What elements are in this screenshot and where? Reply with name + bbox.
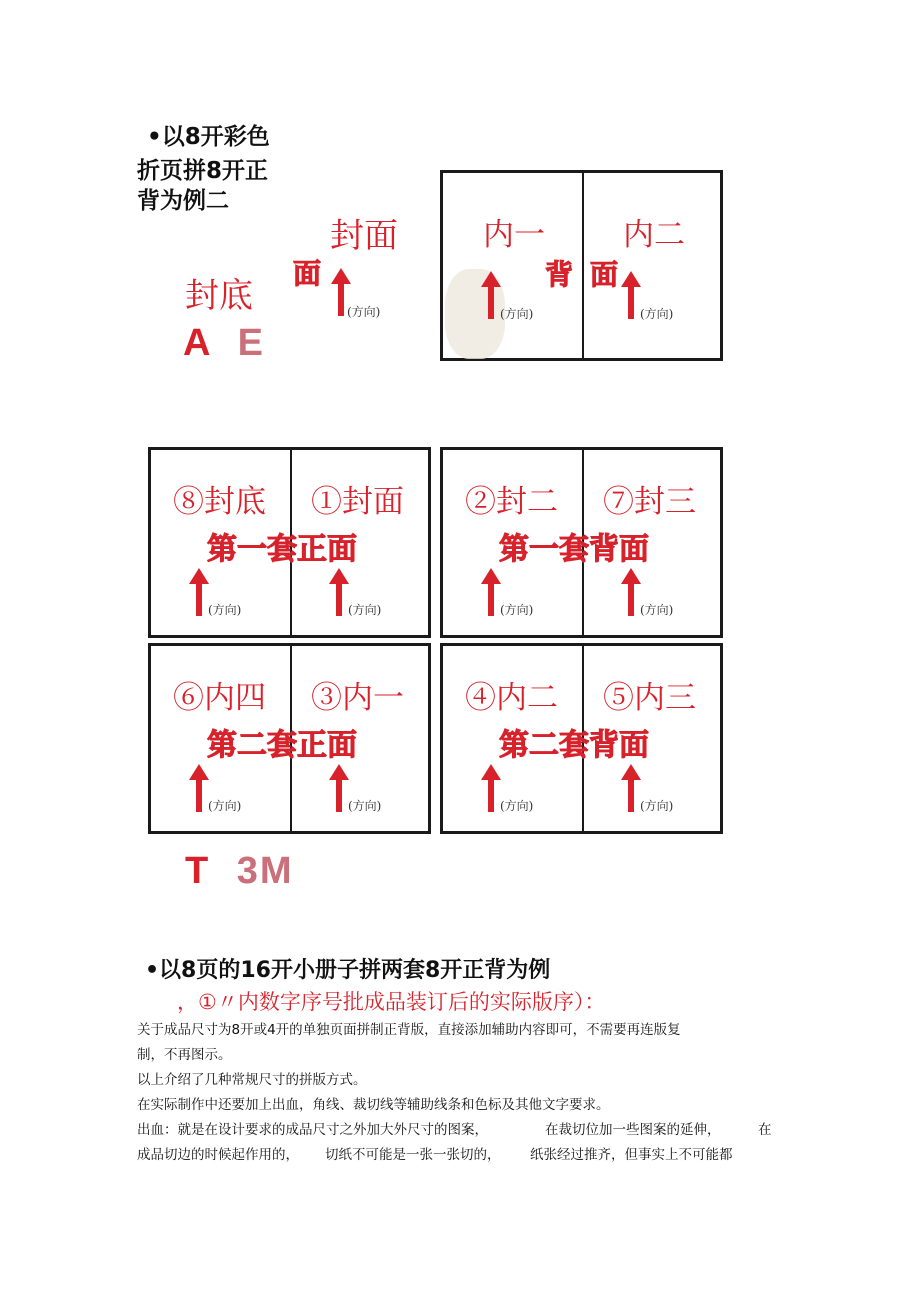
- imposition-sheet: [148, 447, 431, 638]
- section2-heading: •以8页的16开小册子拼两套8开正背为例: [145, 958, 551, 983]
- caption-pink-part: E: [237, 322, 265, 364]
- direction-label: (方向): [500, 307, 534, 321]
- page-label-left: ②封二: [465, 484, 558, 520]
- back-fragment: 背: [545, 258, 574, 291]
- page-label-left: ⑧封底: [173, 484, 266, 520]
- imposition-sheet: [148, 643, 431, 834]
- up-arrow-icon: [481, 271, 501, 319]
- page-label-right: ③内一: [311, 680, 404, 716]
- up-arrow-icon: [481, 764, 501, 812]
- section2-subnote: ，①〃内数字序号批成品装订后的实际版序）：: [177, 990, 606, 1014]
- para5-part2: 切纸不可能是一张一张切的，: [325, 1147, 501, 1163]
- inner2-label: 内二: [623, 217, 685, 253]
- caption-letter-a: [183, 322, 265, 365]
- page-label-left: ④内二: [465, 680, 558, 716]
- up-arrow-icon: [189, 764, 209, 812]
- direction-label: (方向): [640, 799, 674, 813]
- up-arrow-icon: [189, 568, 209, 616]
- direction-label: (方向): [500, 799, 534, 813]
- direction-label: (方向): [348, 799, 382, 813]
- sheet-side-overlay: 第一套背面: [499, 532, 649, 567]
- up-arrow-icon: [621, 764, 641, 812]
- direction-label: (方向): [208, 603, 242, 617]
- imposition-sheet: [440, 447, 723, 638]
- section1-heading-line2: 折页拼8开正: [137, 158, 269, 184]
- section1-heading-line3: 背为例二: [137, 188, 229, 214]
- section1-heading-line1: •以8开彩色: [147, 124, 270, 150]
- caption-letter-t: [185, 850, 294, 893]
- para4-part2: 在裁切位加一些图案的延伸，: [545, 1122, 721, 1138]
- face-fragment-2: 面: [590, 258, 619, 291]
- face-fragment: 面: [293, 257, 322, 290]
- fold-sheet: [440, 170, 723, 361]
- imposition-sheet: [440, 643, 723, 834]
- para5-part1: 成品切边的时候起作用的，: [137, 1147, 299, 1163]
- direction-label: (方向): [208, 799, 242, 813]
- sheet-side-overlay: 第二套背面: [499, 728, 649, 763]
- direction-label: (方向): [640, 603, 674, 617]
- direction-label: (方向): [348, 603, 382, 617]
- direction-label: (方向): [347, 305, 381, 319]
- page-label-right: ⑦封三: [603, 484, 696, 520]
- sheet-side-overlay: 第一套正面: [207, 532, 357, 567]
- sheet-side-overlay: 第二套正面: [207, 728, 357, 763]
- up-arrow-icon: [329, 764, 349, 812]
- up-arrow-icon: [621, 271, 641, 319]
- direction-label: (方向): [640, 307, 674, 321]
- up-arrow-icon: [621, 568, 641, 616]
- cover-label: 封面: [330, 216, 398, 256]
- page-label-left: ⑥内四: [173, 680, 266, 716]
- caption-red-part: A: [183, 322, 212, 364]
- page-label-right: ①封面: [311, 484, 404, 520]
- back-cover-label: 封底: [185, 276, 253, 316]
- caption-pink-part: 3M: [236, 850, 294, 892]
- para3: 在实际制作中还要加上出血，角线、裁切线等辅助线条和色标及其他文字要求。: [137, 1097, 610, 1113]
- para1-line1: 关于成品尺寸为8开或4开的单独页面拼制正背版，直接添加辅助内容即可，不需要再连版复: [137, 1022, 681, 1038]
- fold-line: [582, 173, 584, 358]
- para4-part3: 在: [758, 1122, 772, 1138]
- para5-part3: 纸张经过推齐，但事实上不可能都: [530, 1147, 733, 1163]
- para2: 以上介绍了几种常规尺寸的拼版方式。: [137, 1072, 367, 1088]
- para1-line2: 制，不再图示。: [137, 1047, 232, 1063]
- inner1-label: 内一: [483, 217, 545, 253]
- up-arrow-icon: [329, 568, 349, 616]
- direction-label: (方向): [500, 603, 534, 617]
- caption-red-part: T: [185, 850, 211, 892]
- up-arrow-icon: [481, 568, 501, 616]
- page-label-right: ⑤内三: [603, 680, 696, 716]
- para4-part1: 出血：就是在设计要求的成品尺寸之外加大外尺寸的图案，: [137, 1122, 488, 1138]
